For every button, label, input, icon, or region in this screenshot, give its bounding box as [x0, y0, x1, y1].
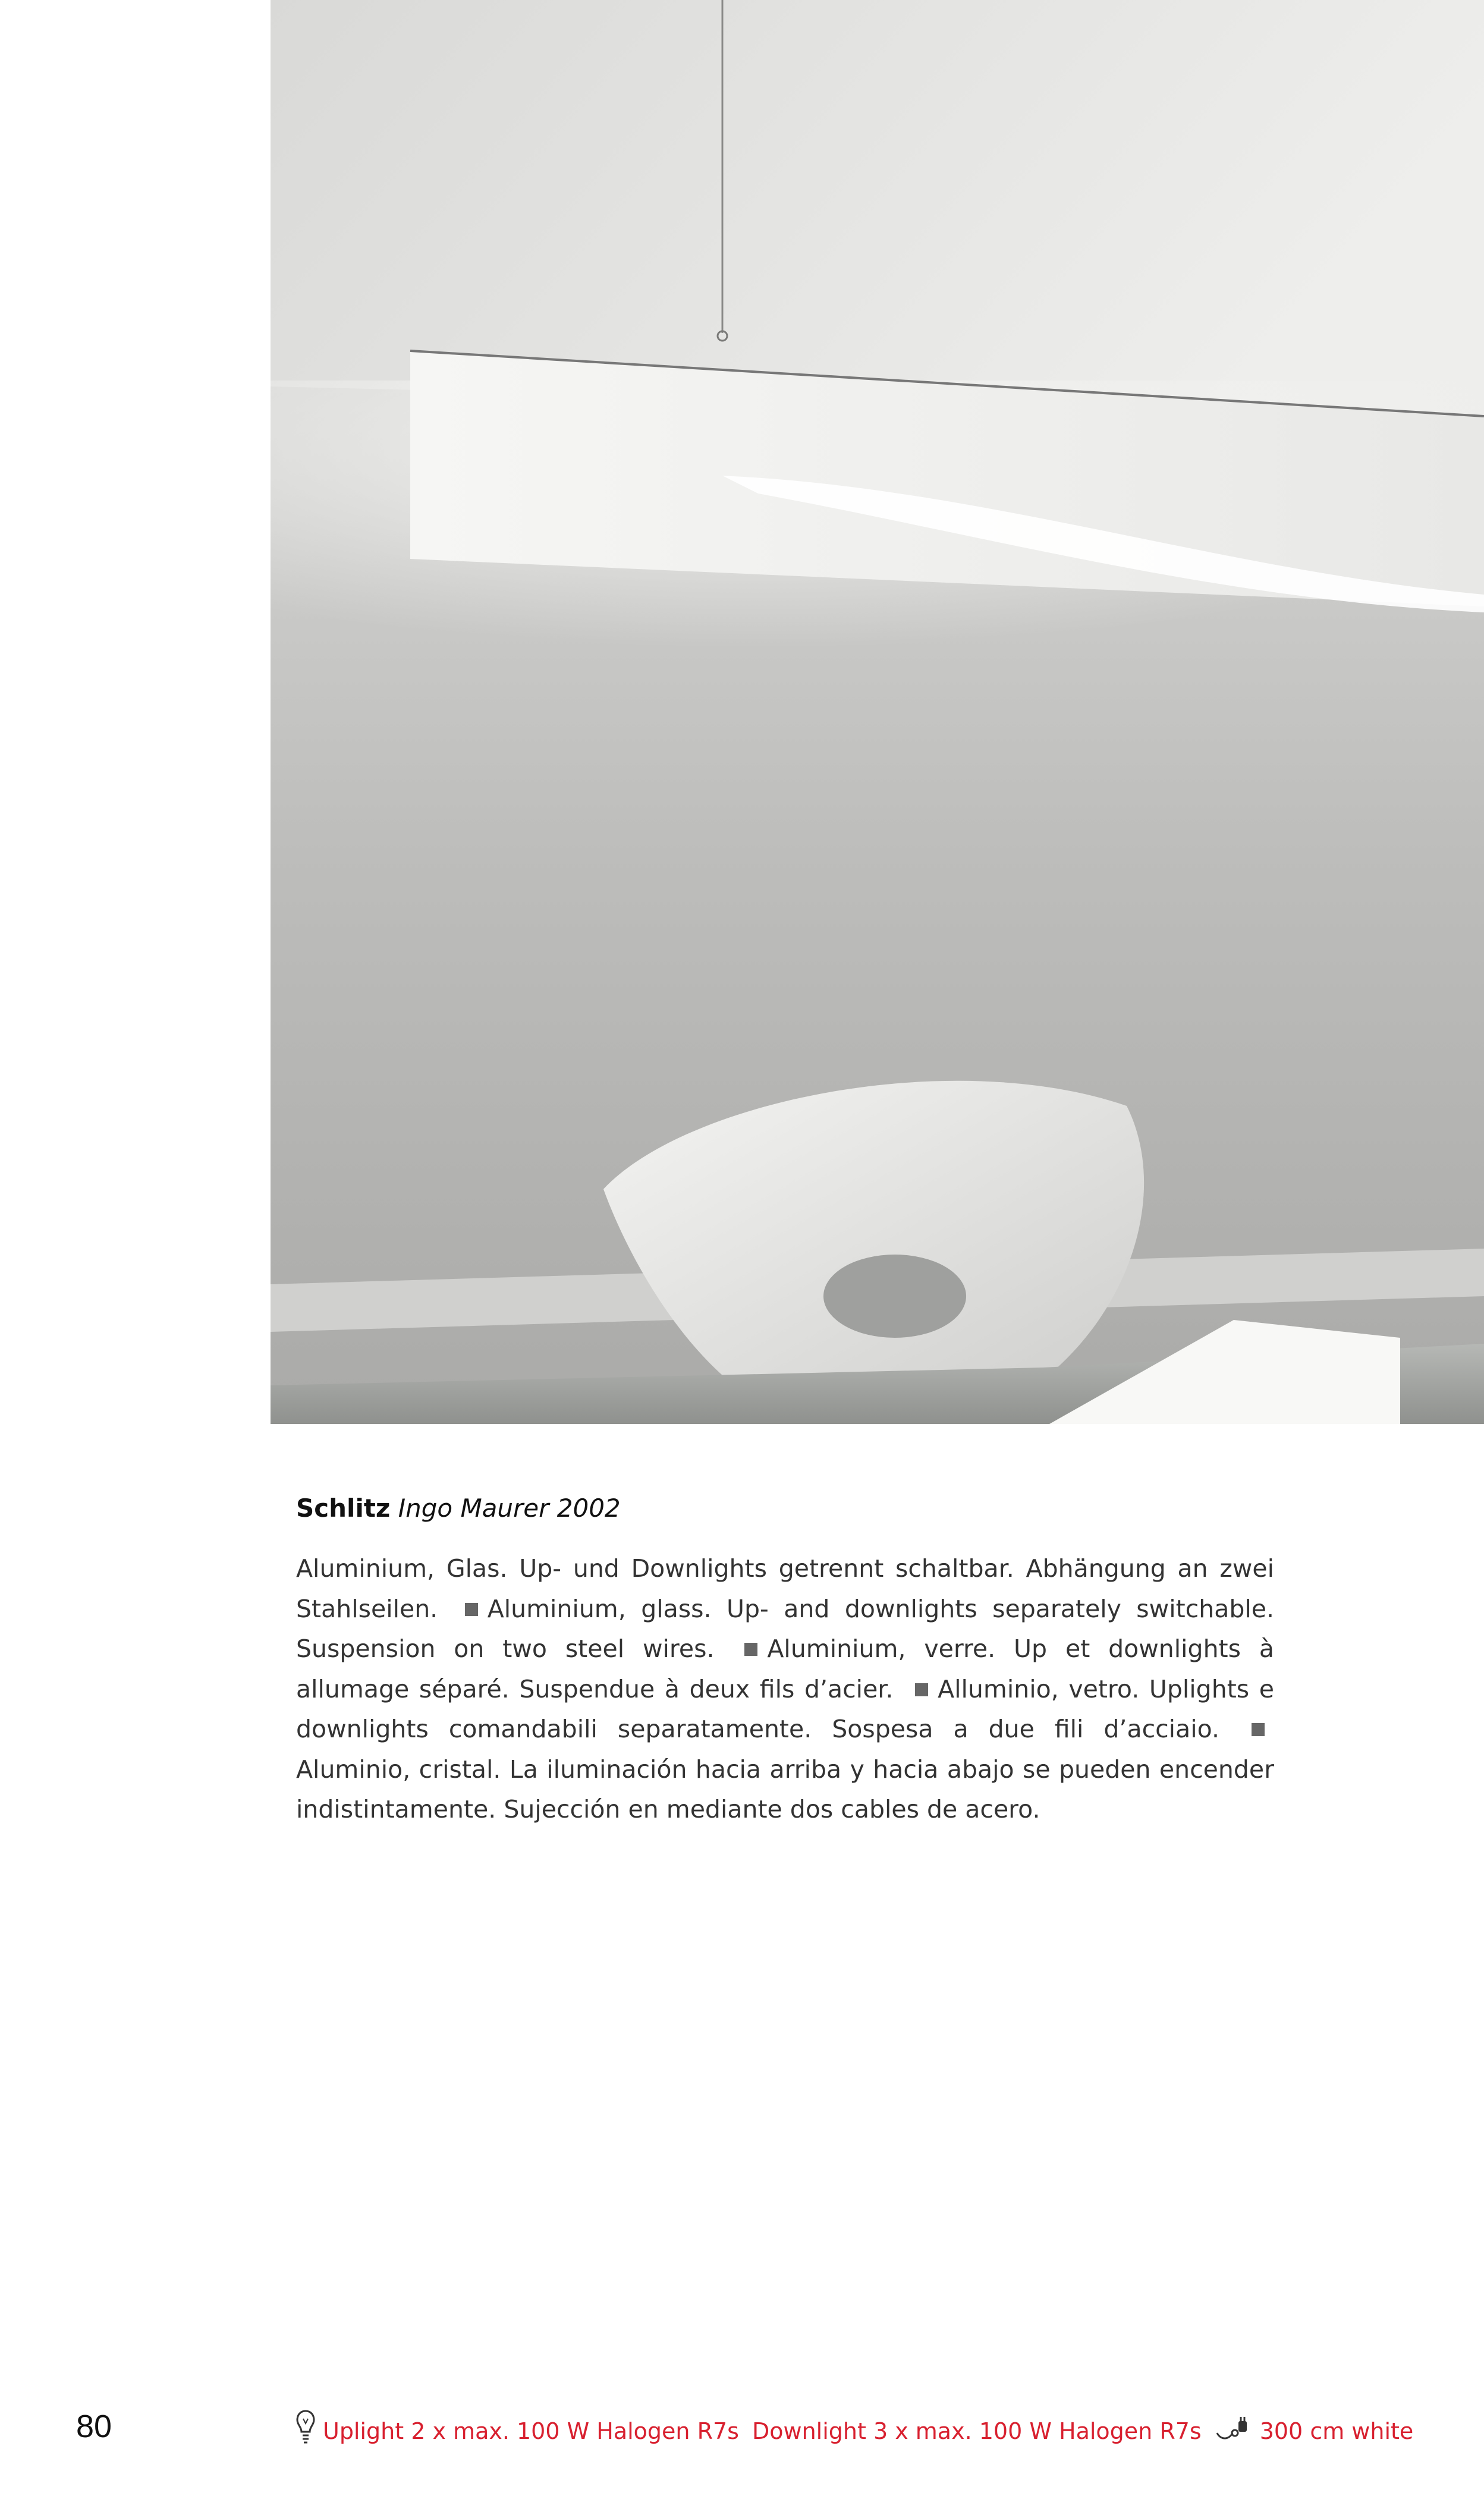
cable-spec: 300 cm white [1259, 2418, 1414, 2444]
product-name: Schlitz [296, 1494, 391, 1523]
uplight-spec: Uplight 2 x max. 100 W Halogen R7s [323, 2418, 739, 2444]
description-en: Aluminium, glass. Up- and downlights separately switchable. Suspension on two steel wires. [296, 1594, 1274, 1663]
designer-year: Ingo Maurer 2002 [398, 1494, 621, 1523]
separator-square-icon [465, 1603, 478, 1616]
description-de: Aluminium, Glas. Up- und Downlights getrennt schaltbar. Abhängung an zwei Stahlseilen. [296, 1554, 1274, 1623]
bulb-icon [295, 2409, 316, 2453]
description-fr: Aluminium, verre. Up et downlights à allumage séparé. Suspendue à deux fils d’acier. [296, 1634, 1274, 1703]
product-description [296, 1549, 1274, 1830]
downlight-spec: Downlight 3 x max. 100 W Halogen R7s [752, 2418, 1202, 2444]
separator-square-icon [915, 1683, 928, 1696]
product-heading [296, 1494, 621, 1523]
page-number: 80 [76, 2409, 112, 2444]
separator-square-icon [1252, 1723, 1265, 1736]
product-photo [271, 0, 1484, 1424]
description-it: Alluminio, vetro. Uplights e downlights comandabili separatamente. Sospesa a due fili d’acciaio. [296, 1674, 1274, 1743]
cable-plug-icon [1215, 2415, 1253, 2447]
technical-specs [295, 2409, 1413, 2453]
description-es: Aluminio, cristal. La iluminación hacia arriba y hacia abajo se pueden encender indistintamente. Sujección en mediante dos cables de acero. [296, 1755, 1274, 1824]
separator-square-icon [744, 1643, 757, 1656]
